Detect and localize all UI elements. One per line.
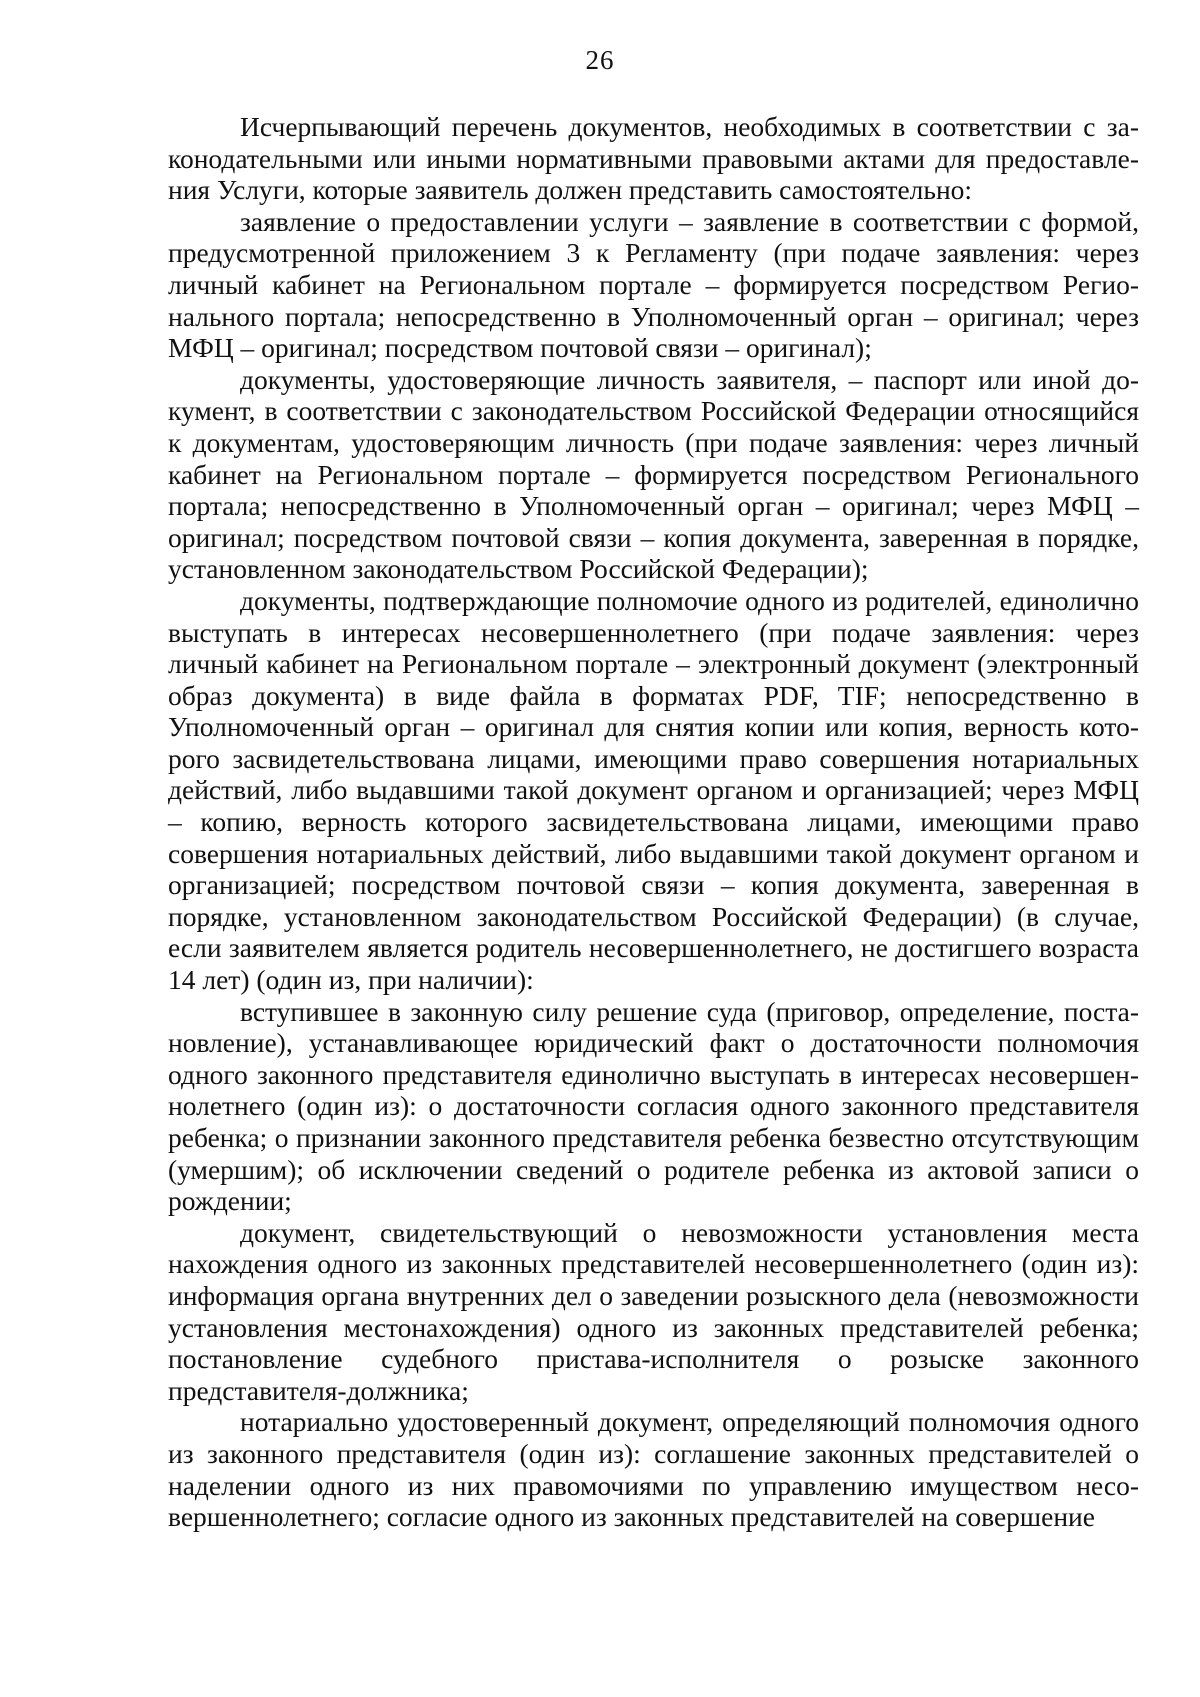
page-number: 26 [585, 45, 615, 75]
paragraph-notarial-document: нотариально удостоверенный документ, определяющий полномочия одного из законного представителя (один из): соглашение законных представителей о наделении одного из них правомочиями по управлению имуществом несовершеннолетнего; согласие одного из законных представителей на совершение [168, 1406, 1139, 1533]
paragraph-court-decision: вступившее в законную силу решение суда (приговор, определение, постановление), устанавливающее юридический факт о достаточности полномочия одного законного представителя единолично выступать в интересах несовершеннолетнего (один из): о достаточности согласия одного законного представителя ребенка; о признании законного представителя ребенка безвестно отсутствующим (умершим); об исключении сведений о родителе ребенка из актовой записи о рождении; [168, 995, 1139, 1217]
document-body [168, 111, 1139, 1533]
paragraph-document-list-intro: Исчерпывающий перечень документов, необходимых в соответствии с законодательными или иными нормативными правовыми актами для предоставления Услуги, которые заявитель должен представить самостоятельно: [168, 111, 1139, 206]
paragraph-application: заявление о предоставлении услуги – заявление в соответствии с формой, предусмотренной приложением 3 к Регламенту (при подаче заявления: через личный кабинет на Региональном портале – формируется посредством Регионального портала; непосредственно в Уполномоченный орган – оригинал; через МФЦ – оригинал; посредством почтовой связи – оригинал); [168, 205, 1139, 364]
paragraph-identity-documents: документы, удостоверяющие личность заявителя, – паспорт или иной документ, в соответствии с законодательством Российской Федерации относящийся к документам, удостоверяющим личность (при подаче заявления: через личный кабинет на Региональном портале – формируется посредством Регионального портала; непосредственно в Уполномоченный орган – оригинал; через МФЦ – оригинал; посредством почтовой связи – копия документа, заверенная в порядке, установленном законодательством Российской Федерации); [168, 363, 1139, 585]
paragraph-parent-authority-documents: документы, подтверждающие полномочие одного из родителей, единолично выступать в интересах несовершеннолетнего (при подаче заявления: через личный кабинет на Региональном портале – электронный документ (электронный образ документа) в виде файла в форматах PDF, TIF; непосредственно в Уполномоченный орган – оригинал для снятия копии или копия, верность которого засвидетельствована лицами, имеющими право совершения нотариальных действий, либо выдавшими такой документ органом и организацией; через МФЦ – копию, верность которого засвидетельствована лицами, имеющими право совершения нотариальных действий, либо выдавшими такой документ органом и организацией; посредством почтовой связи – копия документа, заверенная в порядке, установленном законодательством Российской Федерации) (в случае, если заявителем является родитель несовершеннолетнего, не достигшего возраста 14 лет) (один из, при наличии): [168, 584, 1139, 996]
paragraph-location-impossibility-document: документ, свидетельствующий о невозможности установления места нахождения одного из законных представителей несовершеннолетнего (один из): информация органа внутренних дел о заведении розыскного дела (невозможности установления местонахождения) одного из законных представителей ребенка; постановление судебного пристава-исполнителя о розыске законного представителя-должника; [168, 1216, 1139, 1406]
